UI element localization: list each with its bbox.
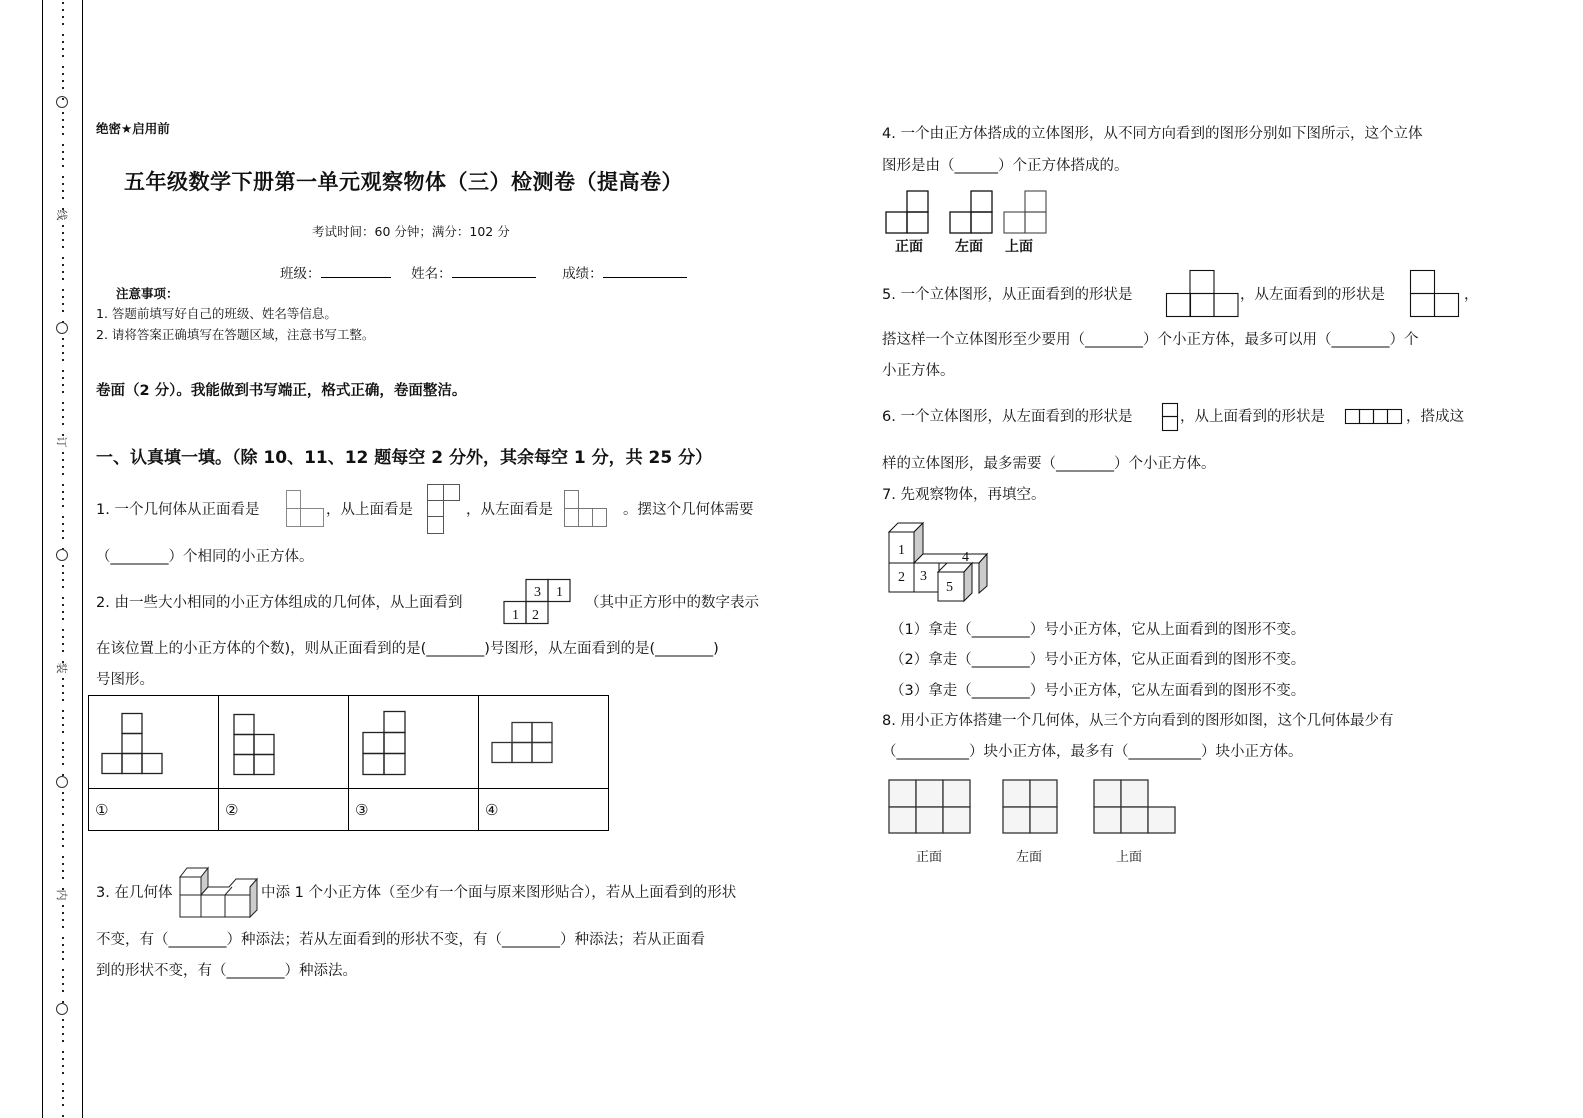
dotted-cut-line bbox=[62, 338, 64, 441]
binding-circle-mark bbox=[56, 322, 68, 334]
dotted-cut-line bbox=[62, 792, 64, 895]
cube-number: 1 bbox=[898, 543, 905, 558]
q1-front-view-figure bbox=[286, 490, 326, 528]
dotted-cut-line bbox=[62, 112, 64, 215]
page-title: 五年级数学下册第一单元观察物体（三）检测卷（提高卷） bbox=[124, 170, 683, 194]
option-1-figure bbox=[89, 696, 219, 789]
neatness-note: 卷面（2 分）。我能做到书写端正，格式正确，卷面整洁。 bbox=[96, 383, 467, 399]
note-item: 1. 答题前填写好自己的班级、姓名等信息。 bbox=[96, 306, 337, 321]
dotted-cut-line bbox=[62, 225, 64, 328]
option-3-label[interactable]: ③ bbox=[349, 789, 479, 831]
binding-circle-mark bbox=[56, 549, 68, 561]
option-1-label[interactable]: ① bbox=[89, 789, 219, 831]
q6-top-view bbox=[1345, 409, 1405, 425]
q6-left-view bbox=[1162, 403, 1180, 433]
q6-text-a: 6. 一个立体图形，从左面看到的形状是 bbox=[882, 409, 1133, 425]
name-label: 姓名： bbox=[411, 266, 452, 282]
section-heading: 一、认真填一填。（除 10、11、12 题每空 2 分外，其余每空 1 分，共 25 分） bbox=[96, 448, 713, 468]
q7-cube-figure bbox=[889, 523, 989, 603]
q2-text-end: 号图形。 bbox=[96, 672, 154, 688]
q1-text-c: ，从左面看是 bbox=[466, 502, 553, 518]
dotted-cut-line bbox=[62, 678, 64, 781]
q6-text-c: ，搭成这 bbox=[1406, 409, 1464, 425]
q8-label-left: 左面 bbox=[1016, 850, 1043, 865]
note-item: 2. 请将答案正确填写在答题区域，注意书写工整。 bbox=[96, 327, 375, 342]
q8-text-line1: 8. 用小正方体搭建一个几何体，从三个方向看到的图形如图，这个几何体最少有 bbox=[882, 713, 1394, 729]
dotted-cut-line bbox=[62, 1019, 64, 1118]
q8-top-view bbox=[1093, 779, 1177, 835]
q5-left-view bbox=[1410, 270, 1460, 318]
q1-answer-line[interactable]: （________）个相同的小正方体。 bbox=[96, 549, 314, 565]
q2-top-view-grid bbox=[502, 579, 582, 627]
dotted-cut-line bbox=[62, 2, 64, 105]
q1-text-a: 1. 一个几何体从正面看是 bbox=[96, 502, 260, 518]
option-4-label[interactable]: ④ bbox=[479, 789, 609, 831]
dotted-cut-line bbox=[62, 452, 64, 555]
score-field[interactable] bbox=[603, 264, 687, 278]
q4-front-view bbox=[885, 190, 931, 236]
grid-number: 1 bbox=[512, 608, 519, 623]
q8-answer-line[interactable]: （__________）块小正方体，最多有（__________）块小正方体。 bbox=[882, 744, 1303, 760]
exam-info: 考试时间：60 分钟；满分：102 分 bbox=[312, 224, 510, 239]
q4-label-front: 正面 bbox=[895, 239, 923, 255]
q3-text-b: 中添 1 个小正方体（至少有一个面与原来图形贴合），若从上面看到的形状 bbox=[261, 885, 737, 901]
q8-front-view bbox=[888, 779, 972, 835]
notes-title: 注意事项： bbox=[116, 286, 179, 301]
binding-side-char: 线 bbox=[55, 209, 68, 221]
q3-answer-line-2[interactable]: 到的形状不变，有（________）种添法。 bbox=[96, 963, 357, 979]
dotted-cut-line bbox=[62, 905, 64, 1008]
score-label: 成绩： bbox=[562, 266, 603, 282]
q2-answer-line[interactable]: 在该位置上的小正方体的个数)，则从正面看到的是(________)号图形，从左面看到的是(________) bbox=[96, 641, 719, 657]
q6-answer-line[interactable]: 样的立体图形，最多需要（________）个小正方体。 bbox=[882, 456, 1216, 472]
q3-text-a: 3. 在几何体 bbox=[96, 885, 173, 901]
q6-text-b: ，从上面看到的形状是 bbox=[1180, 409, 1325, 425]
q7-sub-1[interactable]: （1）拿走（________）号小正方体，它从上面看到的图形不变。 bbox=[890, 622, 1306, 638]
q5-front-view bbox=[1166, 270, 1240, 318]
dotted-cut-line bbox=[62, 565, 64, 668]
q4-text-line1: 4. 一个由正方体搭成的立体图形，从不同方向看到的图形分别如下图所示，这个立体 bbox=[882, 126, 1423, 142]
margin-right-border bbox=[82, 0, 83, 1118]
q5-text-end: 小正方体。 bbox=[882, 363, 955, 379]
name-field[interactable] bbox=[452, 264, 536, 278]
cube-number: 3 bbox=[920, 569, 927, 584]
q3-solid-figure bbox=[178, 866, 262, 920]
q4-label-left: 左面 bbox=[955, 239, 983, 255]
grid-number: 3 bbox=[534, 585, 541, 600]
q8-label-top: 上面 bbox=[1116, 850, 1143, 865]
option-4-figure bbox=[479, 696, 609, 789]
q1-top-view-figure bbox=[427, 484, 463, 536]
q1-text-d: 。摆这个几何体需要 bbox=[623, 502, 754, 518]
q1-text-b: ，从上面看是 bbox=[326, 502, 413, 518]
binding-side-char: 订 bbox=[55, 436, 68, 448]
binding-side-char: 装 bbox=[55, 662, 68, 674]
q7-sub-3[interactable]: （3）拿走（________）号小正方体，它从左面看到的图形不变。 bbox=[890, 683, 1306, 699]
q4-left-view bbox=[949, 190, 995, 236]
cube-number: 5 bbox=[946, 580, 953, 595]
class-field[interactable] bbox=[321, 264, 391, 278]
q5-text-c: ， bbox=[1464, 287, 1479, 303]
grid-number: 2 bbox=[532, 608, 539, 623]
binding-circle-mark bbox=[56, 96, 68, 108]
binding-side-char: 内 bbox=[55, 889, 68, 901]
q8-left-view bbox=[1002, 779, 1060, 835]
q2-text-b: （其中正方形中的数字表示 bbox=[585, 595, 759, 611]
q1-left-view-figure bbox=[564, 490, 624, 528]
q2-options-table bbox=[88, 695, 609, 831]
q7-sub-2[interactable]: （2）拿走（________）号小正方体，它从正面看到的图形不变。 bbox=[890, 652, 1306, 668]
confidential-mark: 绝密★启用前 bbox=[96, 121, 170, 136]
grid-number: 1 bbox=[556, 585, 563, 600]
class-label: 班级： bbox=[280, 266, 321, 282]
margin-left-border bbox=[42, 0, 43, 1118]
option-3-figure bbox=[349, 696, 479, 789]
q5-text-a: 5. 一个立体图形，从正面看到的形状是 bbox=[882, 287, 1133, 303]
q5-answer-line[interactable]: 搭这样一个立体图形至少要用（________）个小正方体，最多可以用（________）个 bbox=[882, 332, 1419, 348]
q8-label-front: 正面 bbox=[916, 850, 943, 865]
option-2-label[interactable]: ② bbox=[219, 789, 349, 831]
option-2-figure bbox=[219, 696, 349, 789]
q4-top-view bbox=[1003, 190, 1049, 236]
q2-text-a: 2. 由一些大小相同的小正方体组成的几何体，从上面看到 bbox=[96, 595, 463, 611]
binding-circle-mark bbox=[56, 1003, 68, 1015]
cube-number: 4 bbox=[962, 550, 969, 565]
q5-text-b: ，从左面看到的形状是 bbox=[1240, 287, 1385, 303]
info-fields bbox=[280, 264, 687, 283]
q4-answer-line[interactable]: 图形是由（______）个正方体搭成的。 bbox=[882, 158, 1129, 174]
cube-number: 2 bbox=[898, 570, 905, 585]
q4-label-top: 上面 bbox=[1005, 239, 1033, 255]
q3-answer-line-1[interactable]: 不变，有（________）种添法；若从左面看到的形状不变，有（________）种添法；若从正面看 bbox=[96, 932, 705, 948]
binding-circle-mark bbox=[56, 776, 68, 788]
q7-text: 7. 先观察物体，再填空。 bbox=[882, 487, 1046, 503]
